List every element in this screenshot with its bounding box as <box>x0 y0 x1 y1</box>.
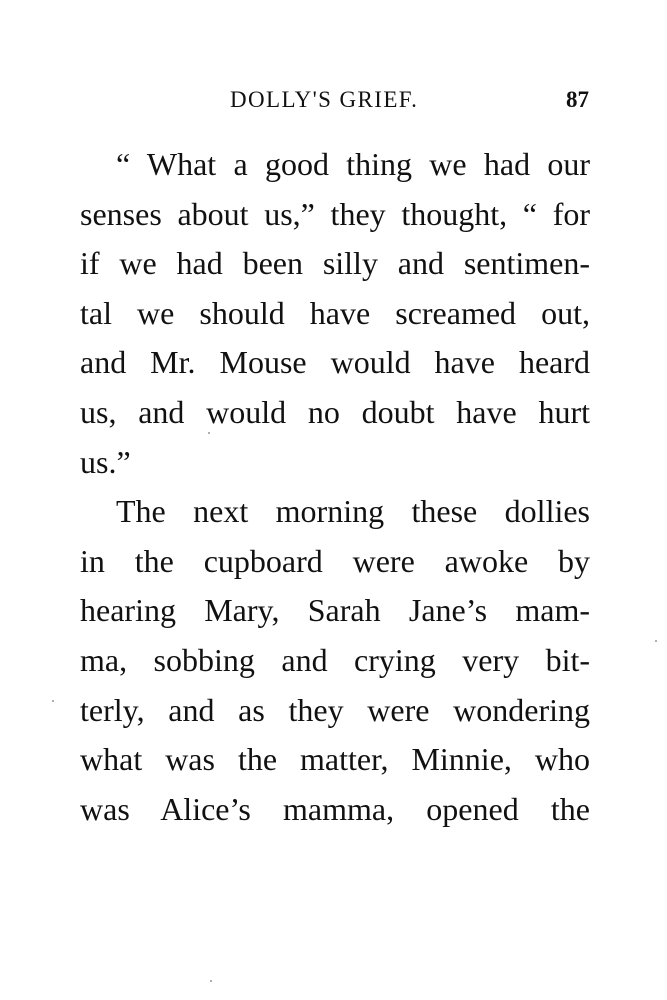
text-line: and Mr. Mouse would have heard <box>80 344 590 381</box>
text-line: senses about us,” they thought, “ for <box>80 195 590 232</box>
paragraph-1 <box>80 140 590 487</box>
page-header <box>0 83 667 117</box>
paper-speck <box>208 432 210 434</box>
text-line: what was the matter, Minnie, who <box>80 741 590 778</box>
paper-speck <box>52 700 54 702</box>
text-line: in the cupboard were awoke by <box>80 542 590 579</box>
text-line: The next morning these dollies <box>116 493 590 530</box>
text-line: us, and would no doubt have hurt <box>80 393 590 430</box>
text-line: terly, and as they were wondering <box>80 691 590 728</box>
text-line: us.” <box>80 443 131 480</box>
paragraph-2 <box>80 487 590 834</box>
running-title: DOLLY'S GRIEF. <box>230 87 419 112</box>
page-number: 87 <box>566 87 589 112</box>
text-line: hearing Mary, Sarah Jane’s mam- <box>80 592 590 629</box>
body-text <box>80 140 590 834</box>
text-line: was Alice’s mamma, opened the <box>80 790 590 827</box>
text-line: ma, sobbing and crying very bit- <box>80 641 590 678</box>
paper-speck <box>655 640 657 642</box>
text-line: tal we should have screamed out, <box>80 294 590 331</box>
text-line: if we had been silly and sentimen- <box>80 245 590 282</box>
text-line: “ What a good thing we had our <box>116 146 590 182</box>
paper-speck <box>210 980 212 982</box>
